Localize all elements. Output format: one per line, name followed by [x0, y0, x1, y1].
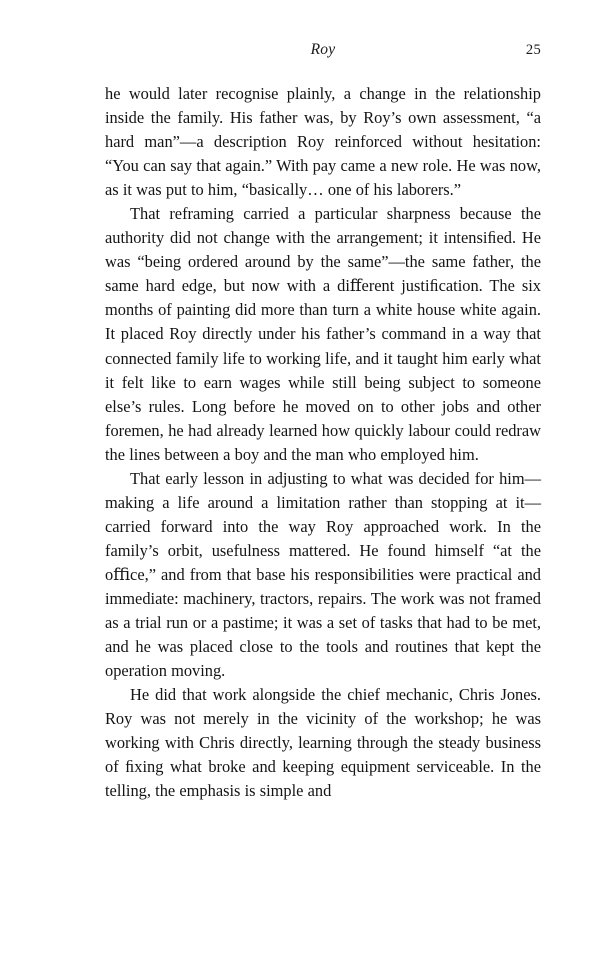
paragraph: he would later recognise plainly, a change in the relationship inside the family. His father was, by Roy’s own assessment, “a hard man”—a description Roy reinforced without hesitation: “You can say that again.” With pay came a new role. He was now, as it was put to him, “basically… one of his laborers.” — [105, 84, 541, 200]
running-head — [105, 40, 541, 64]
page-number: 25 — [525, 42, 541, 58]
paragraph: That early lesson in adjusting to what was decided for him—making a life around a limitation rather than stopping at it—carried forward into the way Roy approached work. In the family’s orbit, usefulness mattered. He found himself “at the oﬃce,” and from that base his responsibilities were practical and immediate: machinery, tractors, repairs. The work was not framed as a trial run or a pastime; it was a set of tasks that had to be met, and he was placed close to the tools and routines that kept the operation moving. — [105, 468, 541, 681]
paragraph: He did that work alongside the chief mechanic, Chris Jones. Roy was not merely in the vicinity of the workshop; he was working with Chris directly, learning through the steady business of ﬁxing what broke and keeping equipment serviceable. In the telling, the emphasis is simple and — [105, 685, 541, 801]
body-text-block — [105, 82, 541, 803]
paragraph: That reframing carried a particular sharpness because the authority did not change with the arrangement; it intensiﬁed. He was “being ordered around by the same”—the same father, the same hard edge, but now with a diﬀerent justiﬁcation. The six months of painting did more than turn a white house white again. It placed Roy directly under his father’s command in a way that connected family life to working life, and it taught him early what it felt like to earn wages while still being subject to someone else’s rules. Long before he moved on to other jobs and other foremen, he had already learned how quickly labour could redraw the lines between a boy and the man who employed him. — [105, 204, 541, 464]
running-head-title: Roy — [310, 41, 336, 58]
